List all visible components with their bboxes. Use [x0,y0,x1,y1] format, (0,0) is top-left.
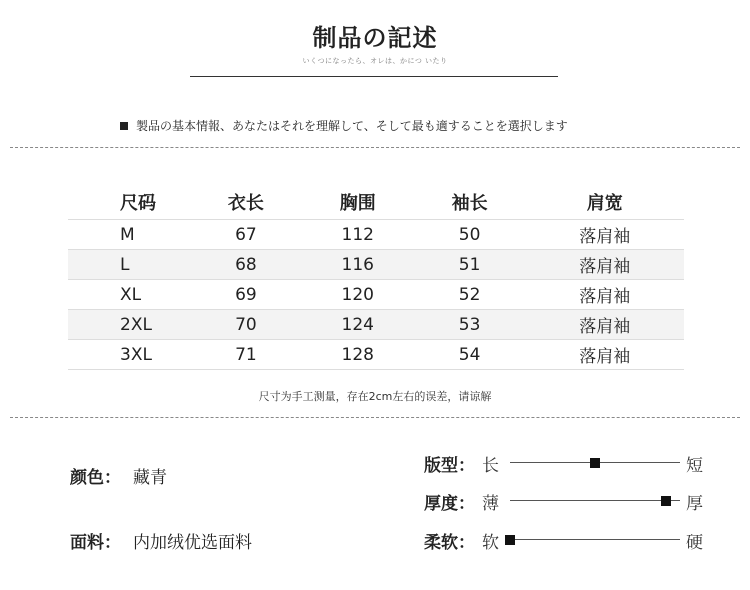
table-row [68,310,684,340]
scale-right-label: 硬 [686,532,703,553]
cell-sleeve: 51 [414,250,526,280]
cell-shoulder: 落肩袖 [526,250,684,280]
cell-size: L [68,250,190,280]
cell-length: 69 [190,280,302,310]
header-shoulder: 肩宽 [526,185,684,220]
scale-line [510,539,680,540]
fabric-label: 面料： [70,533,121,553]
cell-size: XL [68,280,190,310]
header-sleeve: 袖长 [414,185,526,220]
scale-left-label: 薄 [482,493,499,514]
cell-shoulder: 落肩袖 [526,310,684,340]
scale-marker [505,535,515,545]
scale-marker [590,458,600,468]
table-row [68,220,684,250]
size-table [68,185,684,370]
cell-length: 70 [190,310,302,340]
cell-length: 71 [190,340,302,370]
scale-track [510,457,680,469]
cell-sleeve: 53 [414,310,526,340]
scale-label: 柔软： [424,532,475,553]
section-divider [10,417,740,418]
cell-shoulder: 落肩袖 [526,340,684,370]
header-chest: 胸围 [302,185,414,220]
scale-thickness [424,489,714,513]
color-label: 颜色： [70,468,121,488]
page-subtitle: いくつになったら、オレは、かにつ いたり [302,57,448,65]
cell-sleeve: 52 [414,280,526,310]
fabric-value: 内加绒优选面料 [133,533,252,553]
cell-size: 2XL [68,310,190,340]
scale-right-label: 厚 [686,493,703,514]
cell-shoulder: 落肩袖 [526,220,684,250]
table-row [68,340,684,370]
scale-right-label: 短 [686,455,703,476]
color-value: 藏青 [133,468,167,488]
scale-label: 厚度： [424,493,475,514]
cell-length: 67 [190,220,302,250]
measurement-note: 尺寸为手工测量，存在2cm左右的误差，请谅解 [258,390,492,403]
table-row [68,250,684,280]
cell-sleeve: 50 [414,220,526,250]
square-bullet-icon [120,122,128,130]
scale-label: 版型： [424,455,475,476]
cell-sleeve: 54 [414,340,526,370]
intro-text: 製品の基本情報、あなたはそれを理解して、そして最も適することを選択します [136,119,568,133]
color-attribute [70,463,167,488]
fabric-attribute [70,528,252,553]
scale-left-label: 长 [482,455,499,476]
cell-chest: 128 [302,340,414,370]
cell-chest: 124 [302,310,414,340]
header-size: 尺码 [68,185,190,220]
scale-softness [424,528,714,552]
page-title: 制品の記述 [312,24,438,52]
cell-chest: 116 [302,250,414,280]
section-divider [10,147,740,148]
scale-marker [661,496,671,506]
scale-line [510,500,680,501]
scale-fit [424,451,714,475]
intro-line [120,117,568,134]
title-underline [190,76,558,77]
scale-track [510,534,680,546]
scale-left-label: 软 [482,532,499,553]
cell-size: 3XL [68,340,190,370]
cell-chest: 112 [302,220,414,250]
cell-shoulder: 落肩袖 [526,280,684,310]
table-row [68,280,684,310]
cell-length: 68 [190,250,302,280]
cell-size: M [68,220,190,250]
scale-track [510,495,680,507]
header-length: 衣长 [190,185,302,220]
table-header-row [68,185,684,220]
cell-chest: 120 [302,280,414,310]
